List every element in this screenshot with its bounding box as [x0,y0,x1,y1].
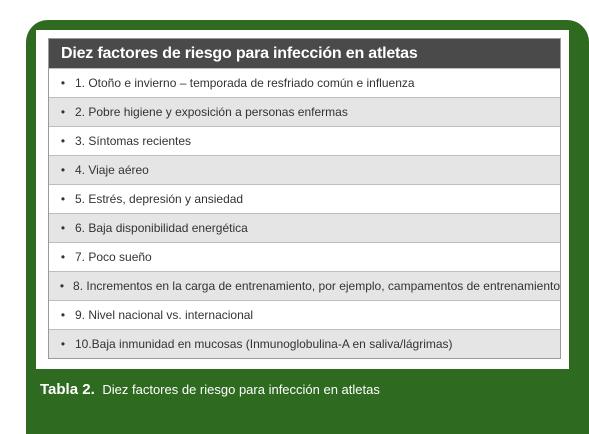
row-text: 7. Poco sueño [75,250,152,264]
table-row [49,329,560,358]
caption-text: Diez factores de riesgo para infección en atletas [102,382,380,397]
bullet-icon: • [60,192,66,206]
row-text: 8. Incrementos en la carga de entrenamiento, por ejemplo, campamentos de entrenamiento [73,279,560,293]
table-card [36,30,569,369]
bullet-icon: • [60,76,66,90]
caption-label: Tabla 2. [40,381,95,398]
row-text: 5. Estrés, depresión y ansiedad [75,192,244,206]
row-text: 10.Baja inmunidad en mucosas (Inmunoglobulina-A en saliva/lágrimas) [75,337,453,351]
row-text: 4. Viaje aéreo [75,163,149,177]
bullet-icon: • [60,221,66,235]
bullet-icon: • [60,337,66,351]
bullet-icon: • [60,308,66,322]
row-text: 2. Pobre higiene y exposición a personas enfermas [75,105,348,119]
table-row [49,213,560,242]
bullet-icon: • [60,250,66,264]
bullet-icon: • [60,134,66,148]
row-text: 1. Otoño e invierno – temporada de resfriado común e influenza [75,76,415,90]
table-row [49,155,560,184]
table-row [49,242,560,271]
bullet-icon: • [60,105,66,119]
row-text: 3. Síntomas recientes [75,134,192,148]
table-row [49,300,560,329]
table-row [49,68,560,97]
row-text: 9. Nivel nacional vs. internacional [75,308,254,322]
table-row [49,97,560,126]
table-row [49,126,560,155]
table-row [49,184,560,213]
bullet-icon: • [59,279,65,293]
bullet-icon: • [60,163,66,177]
row-text: 6. Baja disponibilidad energética [75,221,248,235]
table-row [49,271,560,300]
table-caption [40,381,380,398]
risk-factors-table [48,38,561,359]
table-title: Diez factores de riesgo para infección en atletas [49,39,560,68]
